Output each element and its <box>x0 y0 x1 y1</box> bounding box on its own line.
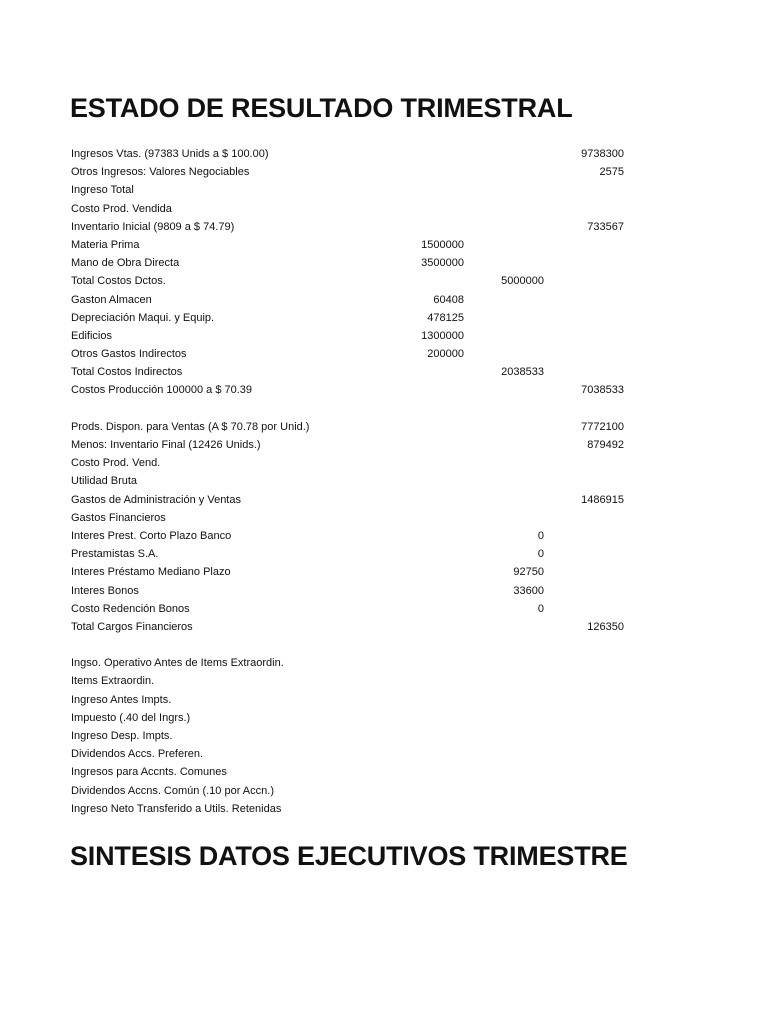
row-label: Dividendos Accs. Preferen. <box>71 748 204 761</box>
row-label: Total Costos Dctos. <box>71 275 166 288</box>
statement-row <box>70 654 630 672</box>
row-label: Mano de Obra Directa <box>71 257 180 270</box>
value-col-3: 126350 <box>587 620 624 633</box>
statement-row <box>70 272 630 290</box>
row-label: Interes Bonos <box>71 584 139 597</box>
statement-row <box>70 636 630 654</box>
statement-row <box>70 600 630 618</box>
row-label: Gastos de Administración y Ventas <box>71 493 241 506</box>
value-col-2: 2038533 <box>501 366 544 379</box>
value-col-3: 7038533 <box>581 384 624 397</box>
value-col-2: 0 <box>537 602 544 615</box>
row-label: Prestamistas S.A. <box>71 548 159 561</box>
row-label: Ingresos Vtas. (97383 Unids a $ 100.00) <box>71 148 269 160</box>
row-label: Impuesto (.40 del Ingrs.) <box>71 711 191 724</box>
statement-row <box>70 327 630 345</box>
statement-row <box>70 454 630 472</box>
row-label: Depreciación Maqui. y Equip. <box>71 311 215 324</box>
value-col-2: 0 <box>537 529 544 542</box>
row-label: Dividendos Accns. Común (.10 por Accn.) <box>71 784 274 797</box>
statement-row <box>70 509 630 527</box>
row-label: Otros Ingresos: Valores Negociables <box>71 166 250 179</box>
statement-row <box>70 145 630 163</box>
value-col-3: 1486915 <box>581 493 624 506</box>
row-label: Inventario Inicial (9809 a $ 74.79) <box>71 220 235 233</box>
statement-row <box>70 709 630 727</box>
value-col-1: 200000 <box>427 348 464 361</box>
page-title: ESTADO DE RESULTADO TRIMESTRAL <box>70 93 573 123</box>
value-col-3: 879492 <box>587 439 624 451</box>
value-col-3: 2575 <box>599 166 624 179</box>
row-label: Total Cargos Financieros <box>71 620 193 633</box>
row-label: Prods. Dispon. para Ventas (A $ 70.78 por Unid.) <box>71 420 310 433</box>
statement-row <box>70 527 630 545</box>
row-label: Utilidad Bruta <box>71 475 138 488</box>
statement-row <box>70 163 630 181</box>
statement-row <box>70 582 630 600</box>
statement-row <box>70 363 630 381</box>
row-label: Otros Gastos Indirectos <box>71 348 187 361</box>
statement-row <box>70 254 630 272</box>
row-label: Ingreso Antes Impts. <box>71 693 172 706</box>
statement-row <box>70 672 630 690</box>
income-statement-table <box>70 145 630 818</box>
statement-row <box>70 491 630 509</box>
row-label: Costo Prod. Vend. <box>71 457 161 470</box>
row-label: Interes Préstamo Mediano Plazo <box>71 566 231 579</box>
statement-row <box>70 345 630 363</box>
row-label: Ingreso Neto Transferido a Utils. Retenidas <box>71 802 282 815</box>
row-label: Menos: Inventario Final (12426 Unids.) <box>71 439 261 451</box>
statement-row <box>70 763 630 781</box>
row-label: Ingreso Total <box>71 184 134 197</box>
value-col-1: 3500000 <box>421 257 464 270</box>
statement-row <box>70 418 630 436</box>
row-label: Ingresos para Accnts. Comunes <box>71 766 227 779</box>
statement-row <box>70 745 630 763</box>
statement-row <box>70 563 630 581</box>
value-col-1: 1300000 <box>421 329 464 342</box>
statement-row <box>70 618 630 636</box>
statement-row <box>70 181 630 199</box>
statement-row <box>70 691 630 709</box>
statement-row <box>70 800 630 818</box>
statement-row <box>70 436 630 454</box>
value-col-3: 733567 <box>587 220 624 233</box>
statement-row <box>70 381 630 399</box>
row-label: Interes Prest. Corto Plazo Banco <box>71 529 232 542</box>
row-label: Costos Producción 100000 a $ 70.39 <box>71 384 253 397</box>
value-col-1: 60408 <box>433 293 464 306</box>
row-label: Gaston Almacen <box>71 293 152 306</box>
row-label: Costo Prod. Vendida <box>71 202 172 215</box>
row-label: Costo Redención Bonos <box>71 602 190 615</box>
row-label: Total Costos Indirectos <box>71 366 183 379</box>
row-label: Ingso. Operativo Antes de Items Extraordin. <box>71 657 284 670</box>
statement-row <box>70 200 630 218</box>
statement-row <box>70 727 630 745</box>
row-label: Items Extraordin. <box>71 675 155 688</box>
statement-row <box>70 309 630 327</box>
row-label: Edificios <box>71 329 112 342</box>
value-col-1: 1500000 <box>421 238 464 251</box>
statement-row <box>70 782 630 800</box>
value-col-3: 9738300 <box>581 148 624 160</box>
statement-row <box>70 472 630 490</box>
value-col-2: 92750 <box>513 566 544 579</box>
statement-row <box>70 400 630 418</box>
statement-row <box>70 218 630 236</box>
statement-row <box>70 291 630 309</box>
row-label: Ingreso Desp. Impts. <box>71 730 173 742</box>
statement-row <box>70 236 630 254</box>
row-label: Gastos Financieros <box>71 511 166 524</box>
value-col-3: 7772100 <box>581 420 624 433</box>
value-col-1: 478125 <box>427 311 464 324</box>
statement-row <box>70 545 630 563</box>
section-title: SINTESIS DATOS EJECUTIVOS TRIMESTRE <box>70 841 628 871</box>
value-col-2: 33600 <box>513 584 544 597</box>
value-col-2: 5000000 <box>501 275 544 288</box>
value-col-2: 0 <box>537 548 544 561</box>
row-label: Materia Prima <box>71 238 140 251</box>
